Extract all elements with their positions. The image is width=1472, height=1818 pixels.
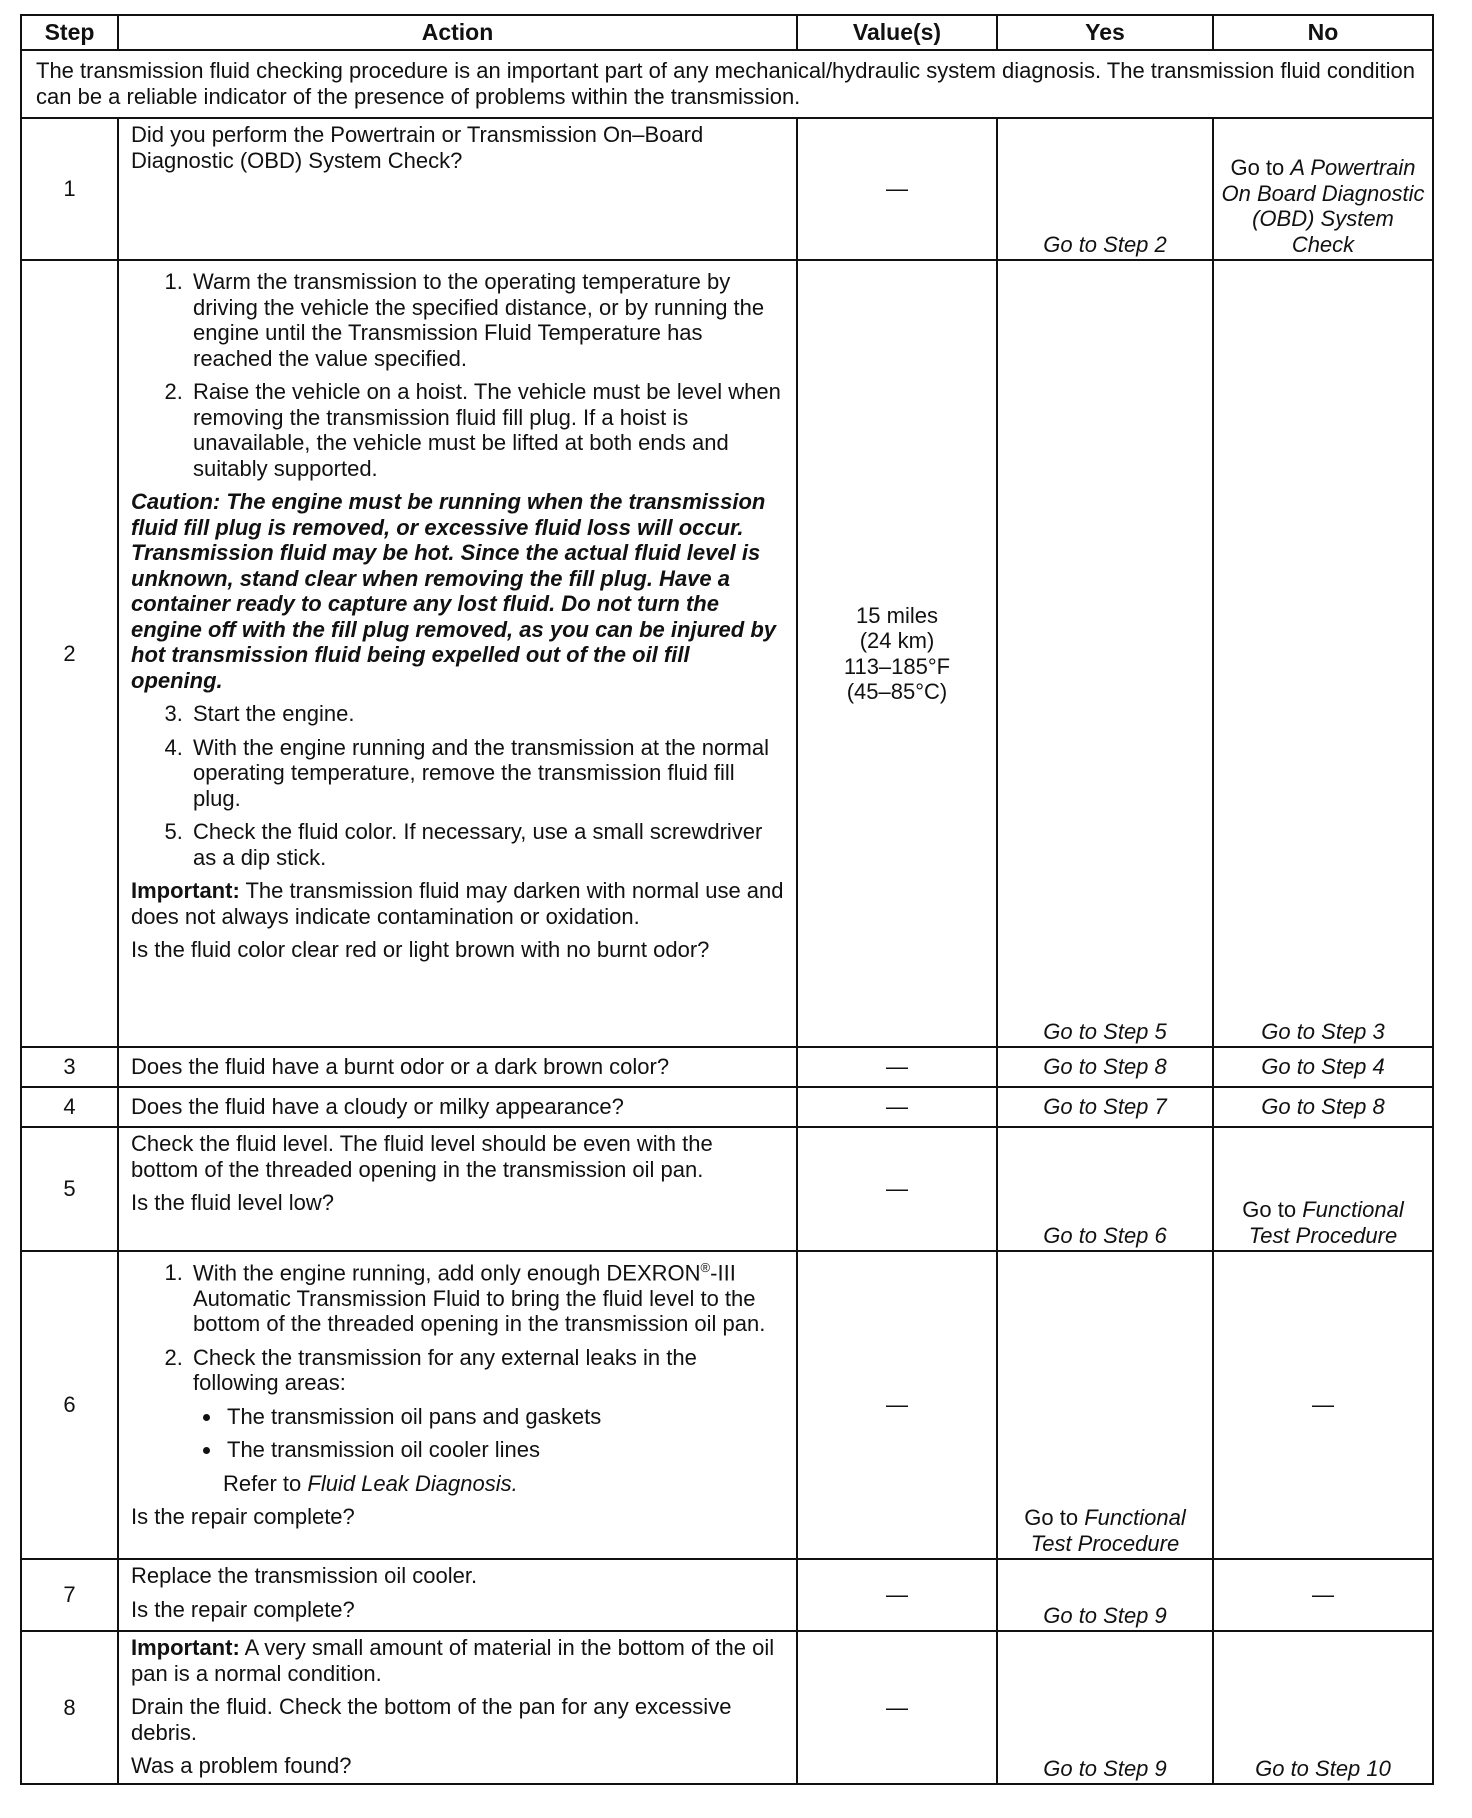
action-cell: [118, 1559, 797, 1631]
no-cell: [1213, 1631, 1433, 1784]
leak-check-text: Check the transmission for any external leaks in the following areas:: [193, 1344, 697, 1396]
value-cell: —: [797, 1251, 997, 1559]
no-link[interactable]: Go to Step 10: [1255, 1755, 1391, 1781]
yes-link[interactable]: Go to Step 2: [1043, 231, 1167, 257]
area-list: [193, 1404, 784, 1463]
intro-text: The transmission fluid checking procedure is an important part of any mechanical/hydraulic system diagnosis. The transmission fluid condition can be a reliable indicator of the presence of problems within the transmission.: [21, 50, 1433, 118]
question-text: Does the fluid have a cloudy or milky appearance?: [131, 1094, 624, 1120]
action-cell: [118, 118, 797, 260]
instruction-list: [131, 269, 784, 481]
value-cell: —: [797, 1631, 997, 1784]
instruction-item: 2. Raise the vehicle on a hoist. The vehicle must be level when removing the transmission fluid fill plug. If a hoist is unavailable, the vehicle must be lifted at both ends and suitably supported.: [189, 379, 784, 481]
instruction-list: [131, 701, 784, 870]
important-note: [131, 1635, 784, 1686]
yes-cell: [997, 1631, 1213, 1784]
instruction-text: Drain the fluid. Check the bottom of the pan for any excessive debris.: [131, 1694, 732, 1745]
step-number: 4: [21, 1087, 118, 1127]
table-row: [21, 1047, 1433, 1087]
value-cell: [797, 260, 997, 1047]
refer-note: [131, 1471, 784, 1497]
header-values: Value(s): [797, 15, 997, 50]
yes-cell: [997, 1559, 1213, 1631]
diagnostic-table: [20, 14, 1434, 1785]
table-row: [21, 1559, 1433, 1631]
intro-row: [21, 50, 1433, 118]
instruction-item: 4. With the engine running and the transmission at the normal operating temperature, remove the transmission fluid fill plug.: [189, 735, 784, 812]
dexron-text: With the engine running, add only enough DEXRON: [193, 1260, 701, 1286]
table-row: [21, 118, 1433, 260]
header-no: No: [1213, 15, 1433, 50]
step-number: 6: [21, 1251, 118, 1559]
question-text: Is the repair complete?: [131, 1504, 355, 1530]
instruction-item: 3. Start the engine.: [189, 701, 784, 727]
no-prefix: Go to: [1230, 155, 1291, 180]
no-link[interactable]: Functional Test Procedure: [1248, 1197, 1404, 1248]
important-label: Important:: [131, 1635, 240, 1660]
value-line: 113–185°F: [843, 653, 951, 679]
header-yes: Yes: [997, 15, 1213, 50]
no-link[interactable]: Go to Step 8: [1261, 1094, 1385, 1120]
value-cell: —: [797, 1559, 997, 1631]
step-number: 5: [21, 1127, 118, 1251]
yes-link[interactable]: Go to Step 6: [1043, 1222, 1167, 1248]
fill-text: -III Automatic Transmission Fluid to bring the fluid level to the bottom of the threaded opening in the transmission oil pan.: [193, 1260, 766, 1337]
caution-text: Caution: The engine must be running when the transmission fluid fill plug is removed, or excessive fluid loss will occur. Transmission fluid may be hot. Since the actual fluid level is unknown, stand clear when removing the fill plug. Have a container ready to capture any lost fluid. Do not turn the engine off with the fill plug removed, as you can be injured by hot transmission fluid being expelled out of the oil fill opening.: [131, 489, 777, 693]
value-line: (24 km): [859, 628, 935, 653]
instruction-list: [131, 1255, 784, 1463]
question-text: Was a problem found?: [131, 1753, 352, 1778]
question-text: Is the fluid color clear red or light brown with no burnt odor?: [131, 937, 710, 962]
value-line: (45–85°C): [846, 679, 948, 704]
yes-link[interactable]: Go to Step 9: [1043, 1755, 1167, 1781]
no-link[interactable]: Go to Step 3: [1261, 1018, 1385, 1044]
important-label: Important:: [131, 878, 240, 903]
instruction-item: [189, 1345, 784, 1463]
instruction-text: Replace the transmission oil cooler.: [131, 1563, 478, 1588]
important-text: A very small amount of material in the bottom of the oil pan is a normal condition.: [131, 1635, 775, 1686]
step-number: 7: [21, 1559, 118, 1631]
table-row: [21, 1087, 1433, 1127]
step-number: 1: [21, 118, 118, 260]
header-action: Action: [118, 15, 797, 50]
yes-link[interactable]: Go to Step 7: [1043, 1094, 1167, 1120]
action-cell: [118, 1251, 797, 1559]
no-prefix: Go to: [1242, 1197, 1303, 1222]
yes-prefix: Go to: [1024, 1505, 1085, 1530]
table-row: [21, 260, 1433, 1047]
yes-cell: [997, 1087, 1213, 1127]
no-cell: —: [1213, 1559, 1433, 1631]
question-text: Does the fluid have a burnt odor or a dark brown color?: [131, 1054, 670, 1080]
registered-mark: ®: [700, 1260, 711, 1275]
action-cell: [118, 1631, 797, 1784]
yes-cell: [997, 1047, 1213, 1087]
header-row: [21, 15, 1433, 50]
no-cell: [1213, 260, 1433, 1047]
value-cell: —: [797, 118, 997, 260]
table-row: [21, 1127, 1433, 1251]
action-cell: [118, 1127, 797, 1251]
instruction-item: 1. Warm the transmission to the operating temperature by driving the vehicle the specified distance, or by running the engine until the Transmission Fluid Temperature has reached the value specified.: [189, 269, 784, 371]
no-cell: [1213, 1087, 1433, 1127]
instruction-text: Check the fluid level. The fluid level should be even with the bottom of the threaded opening in the transmission oil pan.: [131, 1131, 713, 1182]
instruction-item: [189, 1255, 784, 1337]
action-cell: [118, 1087, 797, 1127]
no-link[interactable]: A Powertrain On Board Diagnostic (OBD) System Check: [1221, 155, 1425, 257]
question-text: Did you perform the Powertrain or Transmission On–Board Diagnostic (OBD) System Check?: [131, 122, 704, 173]
table-row: [21, 1631, 1433, 1784]
value-cell: —: [797, 1047, 997, 1087]
step-number: 2: [21, 260, 118, 1047]
yes-cell: [997, 260, 1213, 1047]
no-cell: [1213, 1127, 1433, 1251]
value-cell: —: [797, 1087, 997, 1127]
no-link[interactable]: Go to Step 4: [1261, 1054, 1385, 1080]
yes-cell: [997, 1127, 1213, 1251]
no-cell: —: [1213, 1251, 1433, 1559]
yes-link[interactable]: Functional Test Procedure: [1030, 1505, 1186, 1556]
value-line: 15 miles: [856, 602, 938, 628]
no-cell: [1213, 1047, 1433, 1087]
no-cell: [1213, 118, 1433, 260]
yes-cell: [997, 118, 1213, 260]
yes-link[interactable]: Go to Step 5: [1043, 1018, 1167, 1044]
refer-prefix: Refer to: [223, 1470, 308, 1496]
question-text: Is the fluid level low?: [131, 1190, 334, 1215]
question-text: Is the repair complete?: [131, 1596, 355, 1622]
action-cell: [118, 260, 797, 1047]
value-cell: —: [797, 1127, 997, 1251]
action-cell: [118, 1047, 797, 1087]
yes-link[interactable]: Go to Step 8: [1043, 1054, 1167, 1080]
area-item: • The transmission oil cooler lines: [223, 1437, 784, 1463]
area-item: • The transmission oil pans and gaskets: [223, 1404, 784, 1430]
table-row: [21, 1251, 1433, 1559]
refer-link[interactable]: Fluid Leak Diagnosis.: [307, 1470, 518, 1496]
header-step: Step: [21, 15, 118, 50]
step-number: 8: [21, 1631, 118, 1784]
yes-link[interactable]: Go to Step 9: [1043, 1602, 1167, 1628]
step-number: 3: [21, 1047, 118, 1087]
yes-cell: [997, 1251, 1213, 1559]
important-note: [131, 878, 784, 929]
instruction-item: 5. Check the fluid color. If necessary, use a small screwdriver as a dip stick.: [189, 819, 784, 870]
important-text: The transmission fluid may darken with normal use and does not always indicate contamination or oxidation.: [131, 878, 784, 929]
